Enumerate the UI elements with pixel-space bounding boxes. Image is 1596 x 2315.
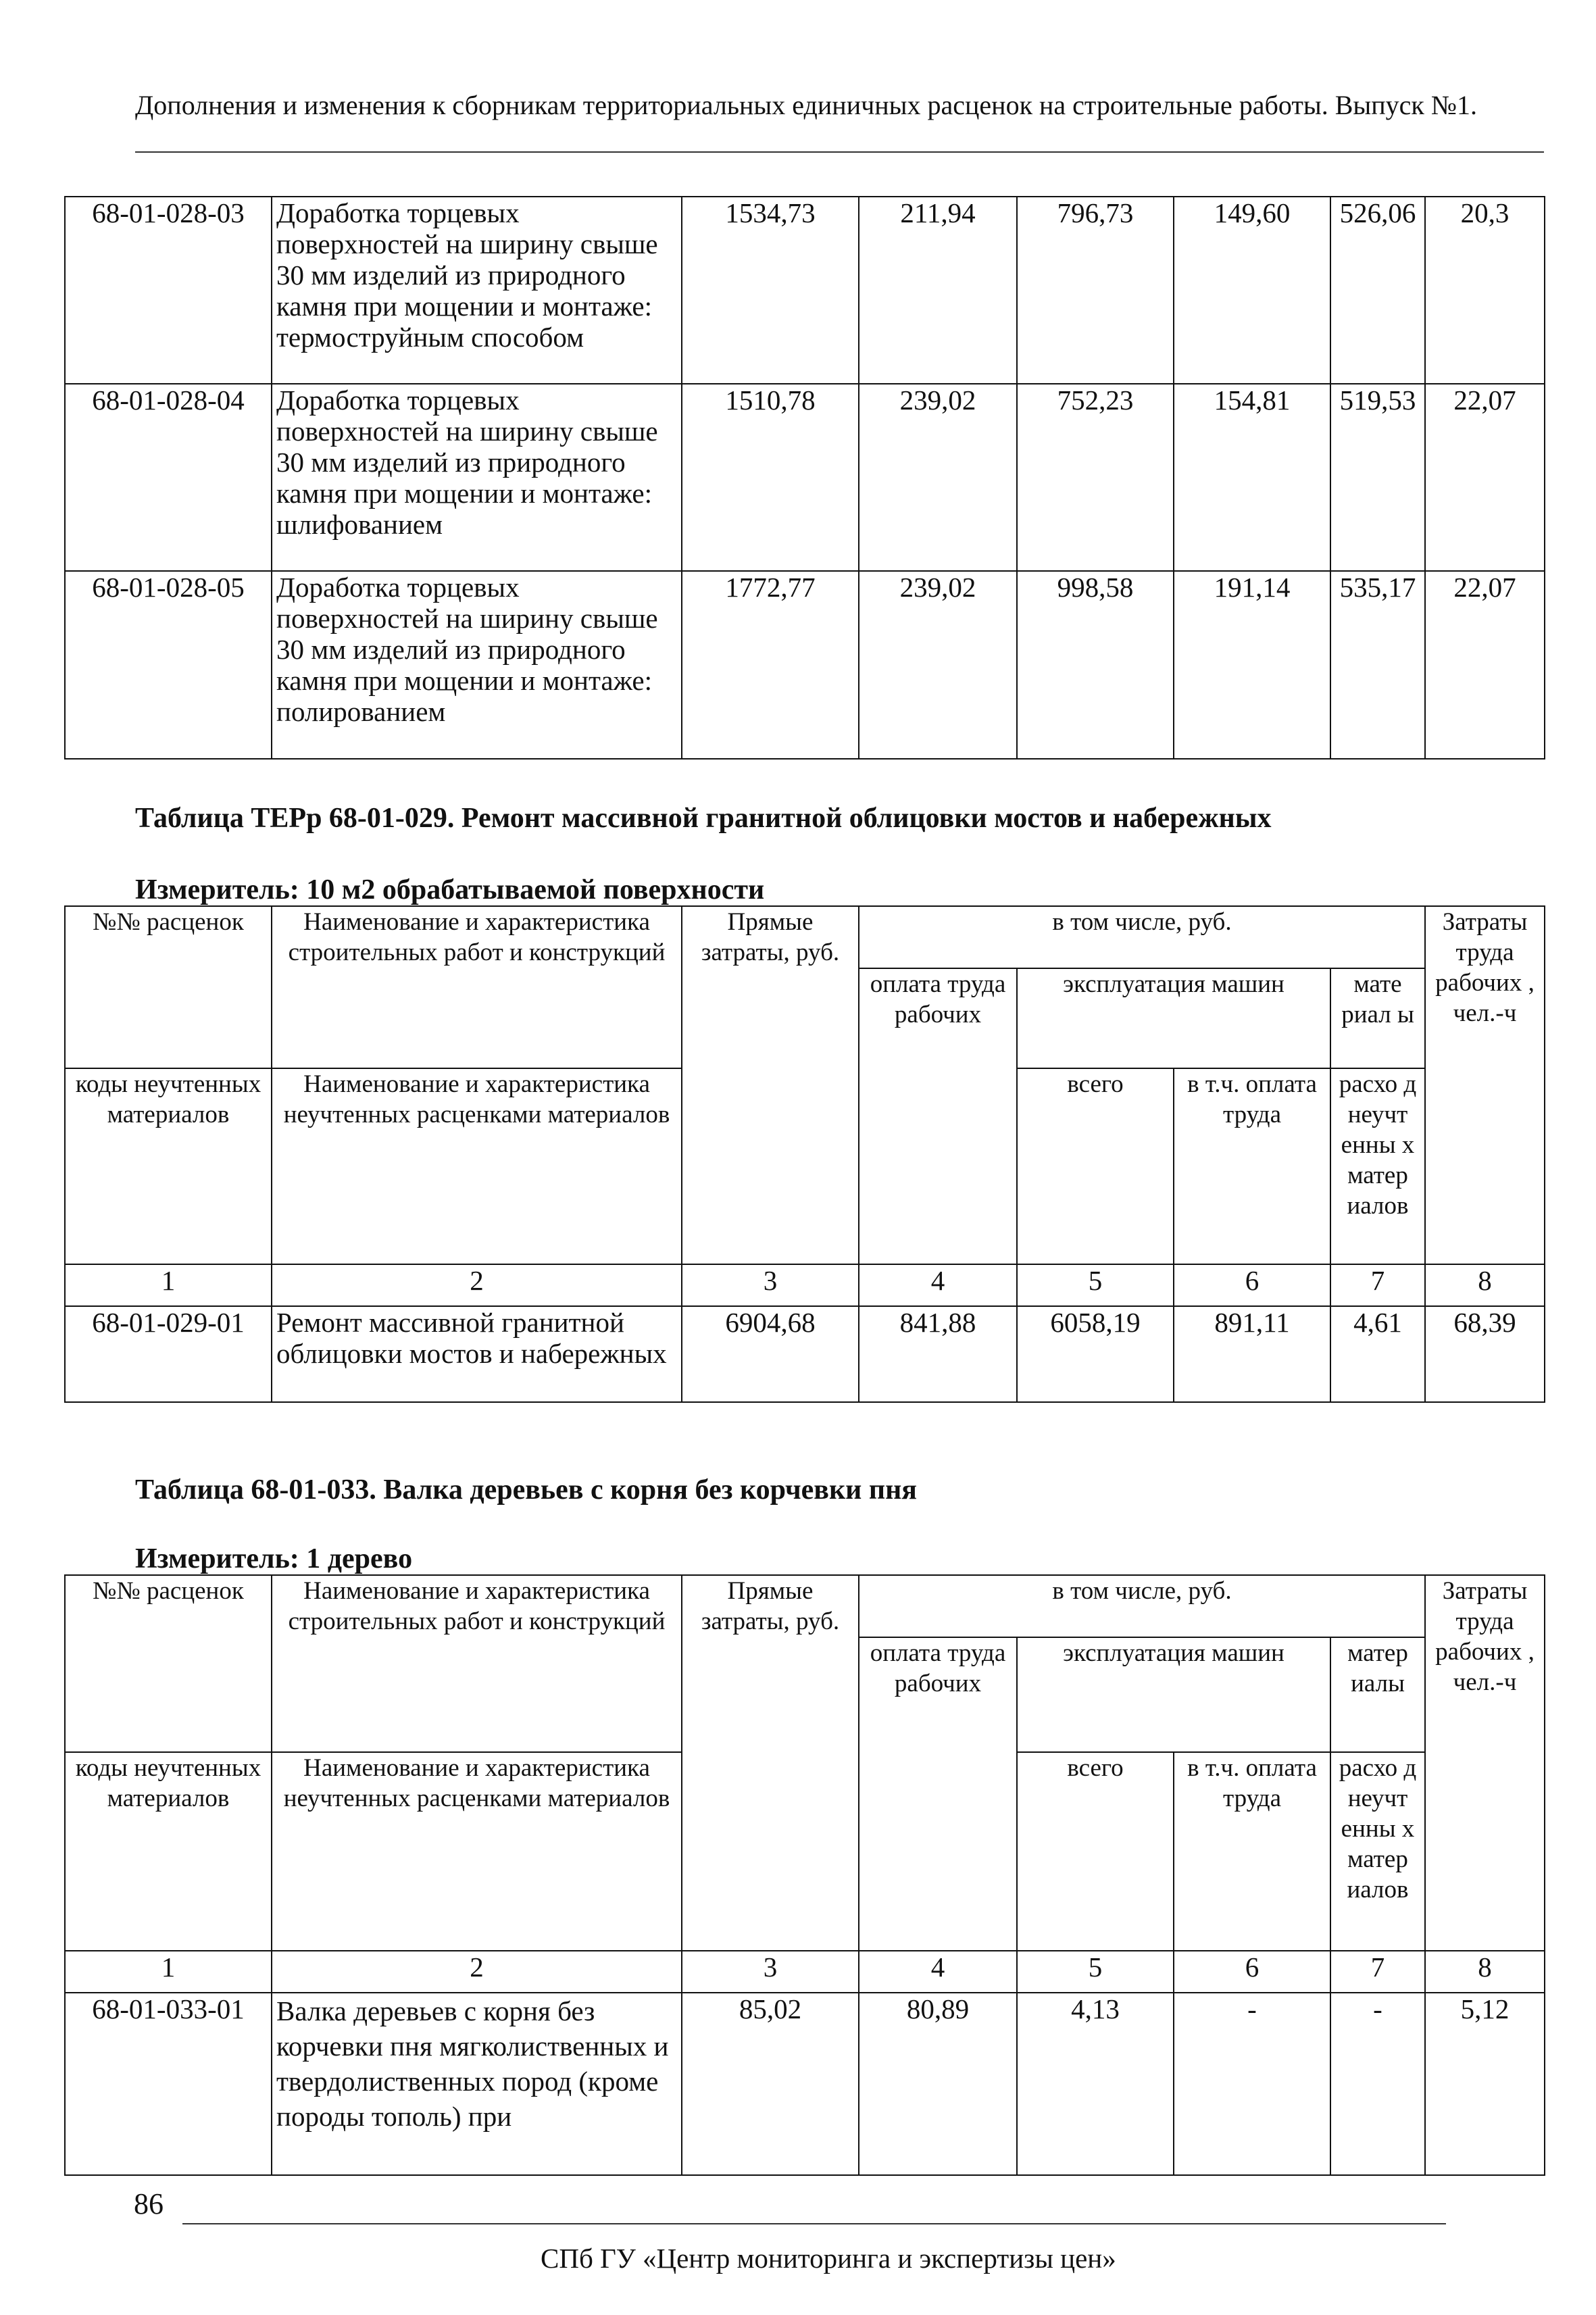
materials-cost: 535,17 [1330,571,1425,759]
machines-labor: - [1174,1993,1330,2175]
header-direct-cost: Прямые затраты, руб. [682,906,859,1264]
column-number: 3 [682,1264,859,1306]
column-number: 6 [1174,1951,1330,1993]
work-description: Доработка торцевых поверхностей на ширину свыше 30 мм изделий из природного камня при мощении и монтаже: полированием [272,571,682,759]
table-033-title: Таблица 68-01-033. Валка деревьев с корня без корчевки пня [135,1474,917,1505]
header-direct-cost: Прямые затраты, руб. [682,1575,859,1951]
table-row [65,197,1545,384]
footer-organization: СПб ГУ «Центр мониторинга и экспертизы цен» [541,2243,1116,2274]
header-machines: эксплуатация машин [1017,1637,1330,1752]
column-number: 7 [1330,1264,1425,1306]
rate-code: 68-01-033-01 [65,1993,272,2175]
labor-hours: 22,07 [1425,384,1545,571]
machines-total: 796,73 [1017,197,1174,384]
column-number: 4 [859,1264,1017,1306]
header-rate-no: №№ расценок [65,906,272,1068]
header-machines-total: всего [1017,1752,1174,1951]
direct-cost: 1772,77 [682,571,859,759]
column-number: 6 [1174,1264,1330,1306]
materials-cost: 526,06 [1330,197,1425,384]
materials-cost: 4,61 [1330,1306,1425,1402]
labor-pay: 841,88 [859,1306,1017,1402]
column-number: 8 [1425,1951,1545,1993]
header-labor-hours: Затраты труда рабочих , чел.-ч [1425,1575,1545,1951]
table-row [65,1993,1545,2175]
header-including: в том числе, руб. [859,1575,1425,1637]
header-codes: коды неучтенных материалов [65,1068,272,1264]
table-033-unit: Измеритель: 1 дерево [135,1543,413,1574]
column-number: 1 [65,1264,272,1306]
column-numbers-row [65,1951,1545,1993]
direct-cost: 1510,78 [682,384,859,571]
rate-code: 68-01-028-05 [65,571,272,759]
machines-labor: 154,81 [1174,384,1330,571]
column-number: 8 [1425,1264,1545,1306]
column-number: 5 [1017,1951,1174,1993]
header-materials: матер иалы [1330,1637,1425,1752]
column-number: 3 [682,1951,859,1993]
column-number: 2 [272,1264,682,1306]
header-labor-hours: Затраты труда рабочих , чел.-ч [1425,906,1545,1264]
header-labor-pay: оплата труда рабочих [859,1637,1017,1951]
materials-cost: 519,53 [1330,384,1425,571]
rate-code: 68-01-029-01 [65,1306,272,1402]
machines-labor: 149,60 [1174,197,1330,384]
labor-pay: 211,94 [859,197,1017,384]
rate-code: 68-01-028-04 [65,384,272,571]
labor-pay: 80,89 [859,1993,1017,2175]
header-divider [135,151,1544,153]
header-unaccounted-materials: расхо д неучт енны х матер иалов [1330,1752,1425,1951]
table-068-01-033 [64,1574,1545,2176]
table-068-01-028-continued [64,196,1545,760]
page-header: Дополнения и изменения к сборникам территориальных единичных расценок на строительные работы. Выпуск №1. [135,90,1478,120]
header-machines-labor: в т.ч. оплата труда [1174,1068,1330,1264]
labor-hours: 68,39 [1425,1306,1545,1402]
footer-divider [182,2223,1446,2224]
header-machines-labor: в т.ч. оплата труда [1174,1752,1330,1951]
column-numbers-row [65,1264,1545,1306]
materials-cost: - [1330,1993,1425,2175]
table-row [65,571,1545,759]
rate-code: 68-01-028-03 [65,197,272,384]
work-description: Валка деревьев с корня без корчевки пня мягколиственных и твердолиственных пород (кроме породы тополь) при [272,1993,682,2175]
machines-total: 998,58 [1017,571,1174,759]
table-029-title: Таблица ТЕРр 68-01-029. Ремонт массивной гранитной облицовки мостов и набережных [135,803,1272,834]
column-number: 1 [65,1951,272,1993]
machines-labor: 191,14 [1174,571,1330,759]
column-number: 7 [1330,1951,1425,1993]
header-unaccounted-materials: расхо д неучт енны х матер иалов [1330,1068,1425,1264]
machines-total: 752,23 [1017,384,1174,571]
header-including: в том числе, руб. [859,906,1425,968]
page-number: 86 [134,2187,164,2220]
machines-total: 6058,19 [1017,1306,1174,1402]
labor-hours: 22,07 [1425,571,1545,759]
work-description: Ремонт массивной гранитной облицовки мостов и набережных [272,1306,682,1402]
header-codes: коды неучтенных материалов [65,1752,272,1951]
header-materials: мате риал ы [1330,968,1425,1068]
labor-hours: 20,3 [1425,197,1545,384]
work-description: Доработка торцевых поверхностей на ширину свыше 30 мм изделий из природного камня при мощении и монтаже: термоструйным способом [272,197,682,384]
machines-total: 4,13 [1017,1993,1174,2175]
labor-hours: 5,12 [1425,1993,1545,2175]
direct-cost: 6904,68 [682,1306,859,1402]
direct-cost: 85,02 [682,1993,859,2175]
work-description: Доработка торцевых поверхностей на ширину свыше 30 мм изделий из природного камня при мощении и монтаже: шлифованием [272,384,682,571]
column-number: 4 [859,1951,1017,1993]
header-machines-total: всего [1017,1068,1174,1264]
table-068-01-029 [64,905,1545,1403]
direct-cost: 1534,73 [682,197,859,384]
table-row [65,384,1545,571]
table-row [65,1306,1545,1402]
machines-labor: 891,11 [1174,1306,1330,1402]
header-material-name: Наименование и характеристика неучтенных расценками материалов [272,1068,682,1264]
column-number: 2 [272,1951,682,1993]
column-number: 5 [1017,1264,1174,1306]
table-029-unit: Измеритель: 10 м2 обрабатываемой поверхности [135,874,765,905]
header-material-name: Наименование и характеристика неучтенных расценками материалов [272,1752,682,1951]
header-rate-no: №№ расценок [65,1575,272,1752]
header-work-name: Наименование и характеристика строительных работ и конструкций [272,906,682,1068]
header-labor-pay: оплата труда рабочих [859,968,1017,1264]
header-machines: эксплуатация машин [1017,968,1330,1068]
header-work-name: Наименование и характеристика строительных работ и конструкций [272,1575,682,1752]
labor-pay: 239,02 [859,571,1017,759]
labor-pay: 239,02 [859,384,1017,571]
